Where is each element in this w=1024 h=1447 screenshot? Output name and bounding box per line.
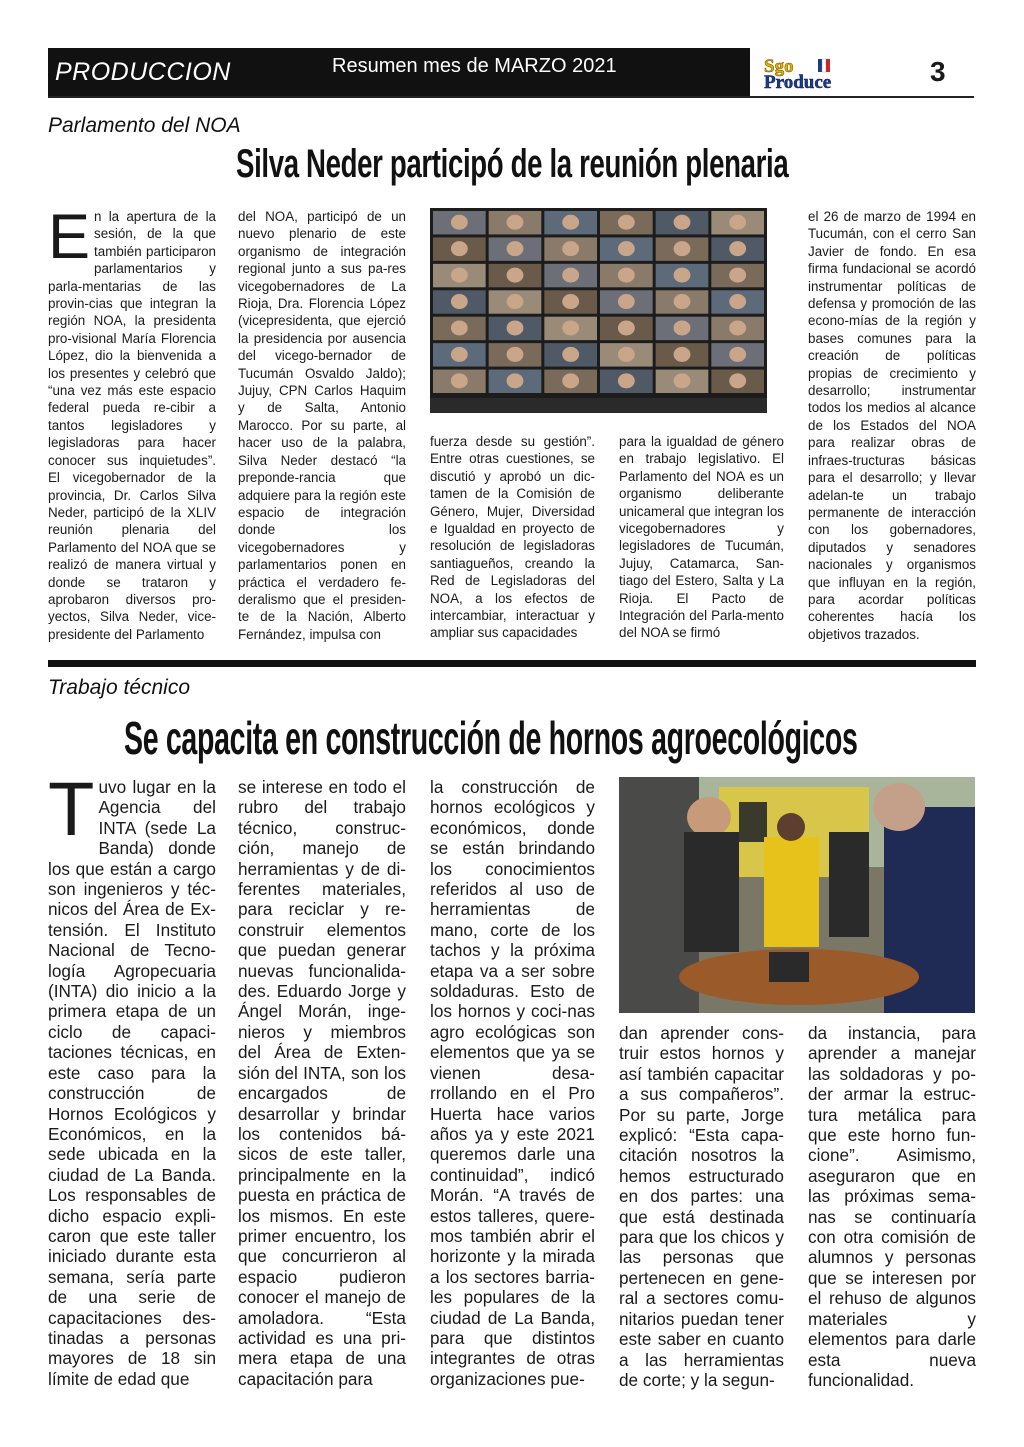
participant-face bbox=[451, 294, 468, 309]
participant-face bbox=[729, 215, 746, 230]
participant-face bbox=[618, 347, 635, 362]
participant-face bbox=[507, 268, 524, 283]
logo-flag-stripe-white bbox=[822, 59, 826, 72]
issue-summary: Resumen mes de MARZO 2021 bbox=[332, 55, 617, 77]
participant-face bbox=[507, 215, 524, 230]
photo-person-body bbox=[684, 832, 739, 952]
participant-face bbox=[729, 320, 746, 335]
article2-column-4: dan aprender cons-truir estos hornos y así también capacitar a sus compañeros”. Por su parte, Jorge explicó: “Esta capa-citación nosotros la hemos estructurado en dos partes: una que está destinada para que los chicos y las personas que pertenecen en gene-ral a sectores comu-nitarios puedan tener este saber en cuanto a las herramientas de corte; y la segun- bbox=[619, 1023, 784, 1390]
photo-yellow-shirt bbox=[764, 837, 819, 947]
participant-face bbox=[562, 373, 579, 388]
article2-dropcap: T bbox=[48, 767, 95, 852]
photo-person-head bbox=[777, 813, 805, 841]
participant-face bbox=[618, 294, 635, 309]
article2-kicker: Trabajo técnico bbox=[48, 676, 191, 699]
participant-face bbox=[507, 294, 524, 309]
page-header bbox=[48, 48, 974, 96]
logo-flag-stripe-red bbox=[826, 59, 830, 72]
article1-column-4: para la igualdad de género en trabajo legislativo. El Parlamento del NOA es un organismo deliberante unicameral que integran los vicegobernadores y legisladores de Tucumán, Jujuy, Catamarca, San-tiago del Estero, Salta y La Rioja. El Pacto de Integración del Parla-mento del NOA se firmó bbox=[619, 434, 784, 641]
article2-column-2: se interese en todo el rubro del trabajo técnico, construc-ción, manejo de herramientas y de di-ferentes materiales, para reciclar y re-construir elementos que puedan generar nuevas funcionalida-des. Eduardo Jorge y Ángel Morán, inge-nieros y miembros del Área de Exten-sión del INTA, son los encargados de desarrollar y brindar los contenidos bá-sicos de este taller, principalmente en la puesta en práctica de los mismos. En este primer encuentro, los que concurrieron al espacio pudieron conocer el manejo de amoladora. “Esta actividad es una pri-mera etapa de una capacitación para bbox=[238, 777, 406, 1389]
article2-headline: Se capacita en construcción de hornos agroecológicos bbox=[124, 712, 858, 764]
article2-column-1-text: uvo lugar en la Agencia del INTA (sede La Banda) donde los que están a cargo son ingenieros y téc-nicos del Área de Ex-tensión. El Instituto Nacional de Tecno-logía Agropecuaria (INTA) dio inicio a la primera etapa de un ciclo de capaci-taciones técnicas, en este caso para la construcción de Hornos Ecológicos y Económicos, en la sede ubicada en la ciudad de La Banda. Los responsables de dicho espacio expli-caron que este taller iniciado durante esta semana, sería parte de una serie de capacitaciones des-tinadas a personas mayores de 18 sin límite de edad que bbox=[48, 777, 216, 1389]
section-title: PRODUCCION bbox=[55, 58, 231, 86]
virtual-session-screenshot bbox=[430, 208, 767, 413]
video-call-toolbar bbox=[430, 398, 767, 413]
logo-word-sgo: Sgo bbox=[764, 56, 794, 77]
article1-column-2: del NOA, participó de un nuevo plenario de este organismo de integración regional junto a sus pa-res vicegobernadores de La Rioja, Dra. Florencia López (vicepresidenta, que ejerció la presidencia por ausencia del vicego-bernador de Tucumán Osvaldo Jaldo); Jujuy, CPN Carlos Haquim y de Salta, Antonio Marocco. Por su parte, al hacer uso de la palabra, Silva Neder destacó “la preponde-rancia que adquiere para la región este espacio de integración donde los vicegobernadores y parlamentarios ponen en práctica el verdadero fe-deralismo que el presiden-te de la Nación, Alberto Fernández, impulsa con bbox=[238, 209, 406, 642]
section-bar bbox=[48, 48, 750, 96]
participant-face bbox=[729, 294, 746, 309]
photo-person-cap bbox=[687, 797, 731, 837]
participant-face bbox=[729, 347, 746, 362]
participant-face bbox=[451, 215, 468, 230]
participant-face bbox=[674, 320, 691, 335]
participant-face bbox=[507, 373, 524, 388]
logo-flag-stripe-blue bbox=[818, 59, 822, 72]
participant-face bbox=[562, 268, 579, 283]
logo-word-produce: Produce bbox=[764, 72, 832, 92]
participant-face bbox=[729, 268, 746, 283]
article1-column-1-text: n la apertura de la sesión, de la que también participaron parlamentarios y parla-mentarias de las provin-cias que integran la región NOA, la presidenta pro-visional María Florencia López, dio la bienvenida a los presentes y celebró que “una vez más este espacio federal pueda re-cibir a tantos legisladores y legisladoras para hacer conocer sus inquietudes”. El vicegobernador de la provincia, Dr. Carlos Silva Neder, participó de la XLIV reunión plenaria del Parlamento del NOA que se realizó de manera virtual y donde se trataron y aprobaron diversos pro-yectos, Silva Neder, vice-presidente del Parlamento bbox=[48, 209, 216, 642]
article1-column-5: el 26 de marzo de 1994 en Tucumán, con el cerro San Javier de fondo. En esa firma fundacional se acordó instrumentar políticas de defensa y promoción de las econo-mías de la región y bases comunes para la creación de políticas propias de crecimiento y desarrollo; instrumentar todos los medios al alcance de los Estados del NOA para realizar obras de infraes-tructuras básicas para el desarrollo; y llevar adelan-te un trabajo permanente de interacción con los gobernadores, diputados y senadores nacionales y organismos que influyan en la región, para acordar políticas coherentes hacía los objetivos trazados. bbox=[808, 209, 976, 642]
participant-face bbox=[507, 347, 524, 362]
article2-column-1 bbox=[48, 767, 216, 1389]
participant-face bbox=[451, 268, 468, 283]
page-number: 3 bbox=[930, 56, 946, 87]
participant-face bbox=[674, 294, 691, 309]
sgo-produce-logo bbox=[758, 54, 903, 92]
participant-face bbox=[451, 241, 468, 256]
participant-face bbox=[562, 294, 579, 309]
article1-kicker: Parlamento del NOA bbox=[48, 114, 241, 137]
article2-column-5: da instancia, para aprender a manejar las soldadoras y po-der armar la estruc-tura metálica para que este horno fun-cione”. Asimismo, aseguraron que en las próximas sema-nas se continuaría con otra comisión de alumnos y personas que se interesen por el rehuso de algunos materiales y elementos para darle esta nueva funcionalidad. bbox=[808, 1023, 976, 1390]
article1-column-1 bbox=[48, 202, 216, 643]
participant-face bbox=[674, 347, 691, 362]
article1-column-3: fuerza desde su gestión”. Entre otras cuestiones, se discutió y aprobó un dic-tamen de la Comisión de Género, Mujer, Diversidad e Igualdad en proyecto de resolución de legisladoras santiagueños, creando la Red de Legisladoras del NOA, a los efectos de intercambiar, interactuar y ampliar sus capacidades bbox=[430, 434, 595, 641]
participant-face bbox=[729, 373, 746, 388]
participant-face bbox=[451, 347, 468, 362]
participant-face bbox=[674, 373, 691, 388]
participant-face bbox=[729, 241, 746, 256]
participant-face bbox=[562, 347, 579, 362]
participant-face bbox=[562, 320, 579, 335]
participant-face bbox=[618, 268, 635, 283]
participant-face bbox=[674, 241, 691, 256]
participant-face bbox=[451, 373, 468, 388]
article2-column-3: la construcción de hornos ecológicos y económicos, donde se están brindando los conocimientos referidos al uso de herramientas de mano, corte de los tachos y la próxima etapa va a ser sobre soldaduras. Esto de los hornos y coci-nas agro ecológicas son elementos que ya se vienen desa-rrollando en el Pro Huerta hace varios años ya y este 2021 queremos darle una continuidad”, indicó Morán. “A través de estos talleres, quere-mos también abrir el horizonte y la mirada a los sectores barria-les populares de la ciudad de La Banda, para que distintos integrantes de otras organizaciones pue- bbox=[430, 777, 595, 1389]
participant-face bbox=[507, 241, 524, 256]
article-divider bbox=[48, 660, 976, 667]
participant-face bbox=[618, 373, 635, 388]
workshop-photo bbox=[619, 777, 975, 1013]
participant-face bbox=[451, 320, 468, 335]
photo-gloved-hands bbox=[769, 952, 809, 982]
participant-face bbox=[562, 241, 579, 256]
participant-face bbox=[618, 215, 635, 230]
participant-face bbox=[562, 215, 579, 230]
photo-window bbox=[739, 802, 767, 842]
article1-dropcap: E bbox=[48, 202, 91, 272]
article1-headline: Silva Neder participó de la reunión plenaria bbox=[236, 142, 789, 186]
participant-face bbox=[618, 241, 635, 256]
photo-person-helmet bbox=[873, 783, 925, 831]
participant-face bbox=[674, 268, 691, 283]
header-rule bbox=[48, 96, 974, 98]
participant-face bbox=[618, 320, 635, 335]
photo-person-red-cap bbox=[829, 832, 869, 937]
participant-face bbox=[674, 215, 691, 230]
participant-face bbox=[507, 320, 524, 335]
